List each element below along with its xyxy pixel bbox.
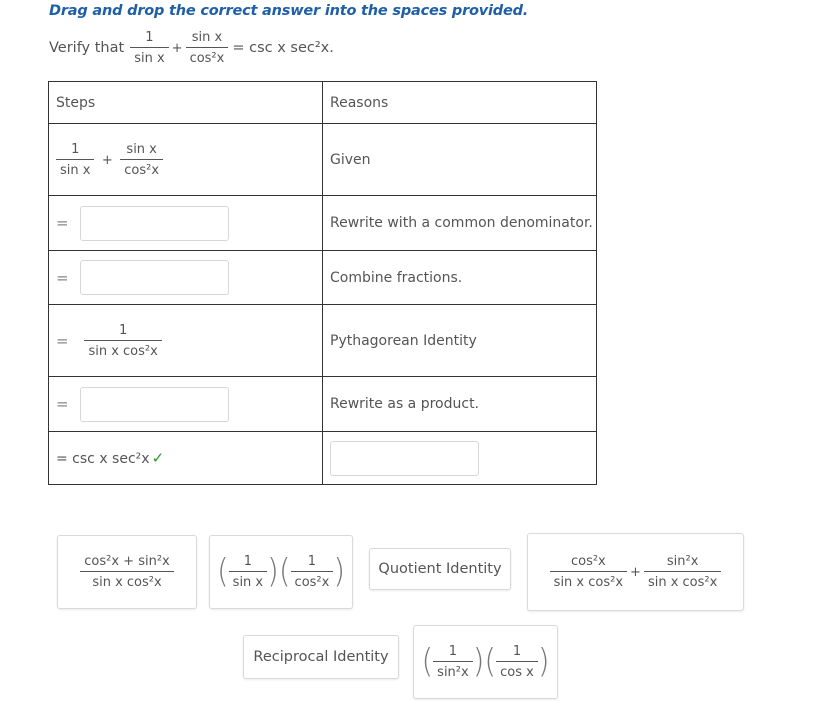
reason-2: Rewrite with a common denominator.: [323, 196, 597, 251]
verify-frac-2: $\frac{\text{sin x}}{\text{cos²x}}$: [186, 31, 229, 65]
instruction-text: Drag and drop the correct answer into the spaces provided.: [49, 3, 529, 19]
drop-zone-step-5[interactable]: [80, 387, 229, 422]
reason-3: Combine fractions.: [323, 251, 597, 305]
verify-label: Verify that: [49, 40, 125, 56]
drop-zone-step-3[interactable]: [80, 260, 229, 295]
tile-reciprocal-identity[interactable]: Reciprocal Identity: [243, 635, 399, 679]
steps-header: Steps: [49, 82, 323, 124]
check-icon: ✓: [151, 449, 165, 467]
verify-frac-1: $\frac{1}{\text{sin x}}$: [130, 31, 168, 65]
drop-zone-step-2[interactable]: [80, 206, 229, 241]
tile-sum-over-product[interactable]: $\frac{\text{cos²x + sin²x}}{\text{sin x cos²x}}$: [57, 535, 197, 609]
verify-rhs: = csc x sec²x.: [232, 40, 334, 56]
reason-1: Given: [323, 124, 597, 196]
step-final: = csc x sec²x ✓: [49, 432, 323, 485]
tile-product-sin-cos2[interactable]: ( $\frac{1}{\text{sin x}}$ )( $\frac{1}{\text{cos²x}}$ ): [209, 535, 353, 609]
reason-5: Rewrite as a product.: [323, 377, 597, 432]
step-pythagorean: = $\frac{1}{\text{sin x cos²x}}$: [49, 305, 323, 377]
tile-quotient-identity[interactable]: Quotient Identity: [369, 548, 511, 590]
verify-statement: Verify that $\frac{1}{\text{sin x}}$ + $\frac{\text{sin x}}{\text{cos²x}}$ = csc x sec²x.: [49, 30, 334, 66]
tile-product-sin2-cos[interactable]: ( $\frac{1}{\text{sin²x}}$ )( $\frac{1}{\text{cos x}}$ ): [413, 625, 558, 699]
step-given: $\frac{1}{\text{sin x}}$ + $\frac{\text{sin x}}{\text{cos²x}}$: [49, 124, 323, 196]
proof-table: Steps Reasons $\frac{1}{\text{sin x}}$ + $\frac{\text{sin x}}{\text{cos²x}}$ Given = Rewrite with a common denominator. = Combine fractions. = $\frac{1}{\text{sin x cos²x}}$ Pythagorean Identity = Rewrite as a product. = csc x sec²x ✓: [48, 81, 597, 485]
reasons-header: Reasons: [323, 82, 597, 124]
reason-4: Pythagorean Identity: [323, 305, 597, 377]
tile-split-fractions[interactable]: $\frac{\text{cos²x}}{\text{sin x cos²x}}$ + $\frac{\text{sin²x}}{\text{sin x cos²x}}$: [527, 533, 744, 611]
drop-zone-reason-final[interactable]: [330, 441, 479, 476]
